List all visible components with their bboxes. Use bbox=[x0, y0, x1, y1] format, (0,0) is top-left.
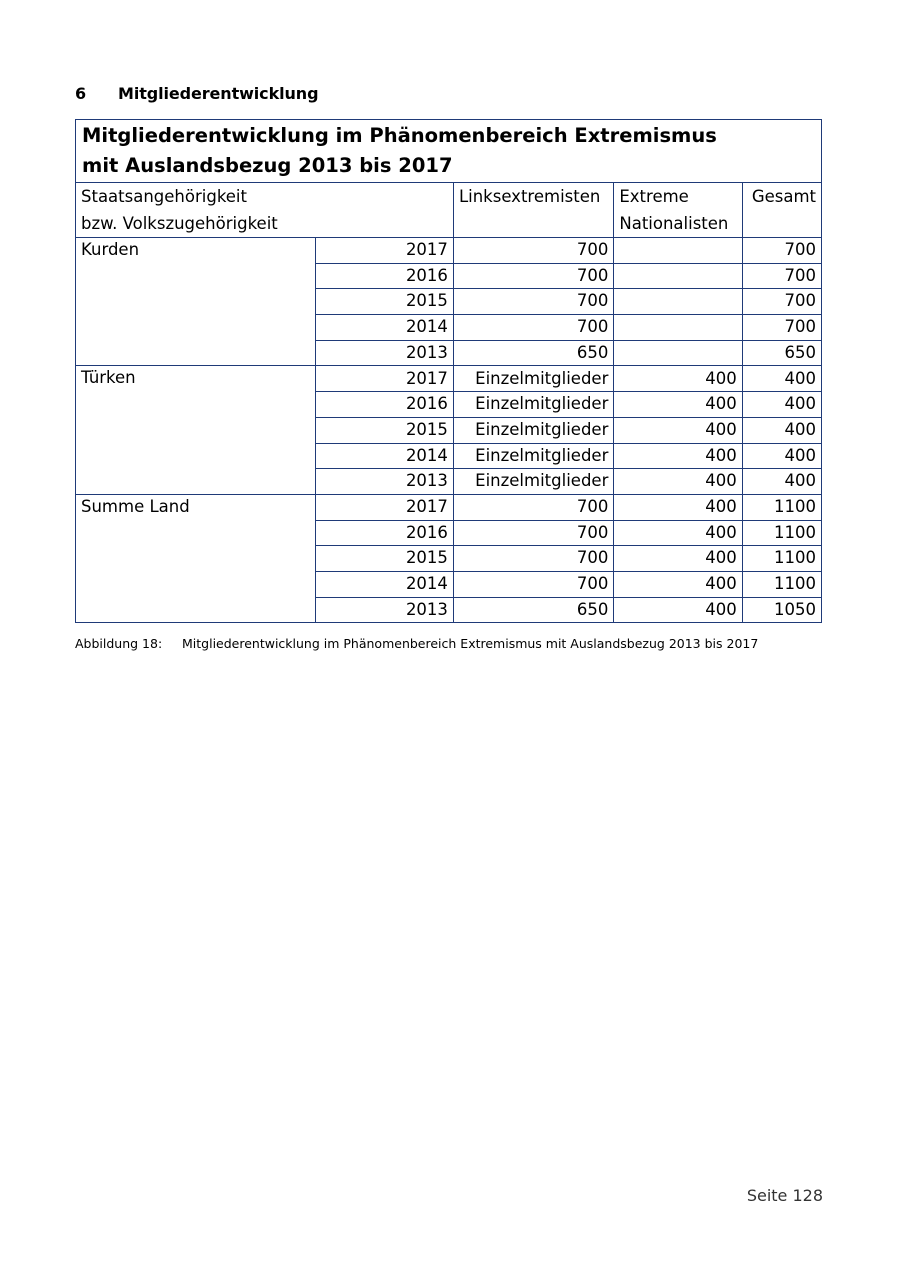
nationalists-cell: 400 bbox=[614, 443, 742, 469]
table-title-line2: mit Auslandsbezug 2013 bis 2017 bbox=[82, 154, 453, 177]
total-cell: 400 bbox=[742, 392, 821, 418]
section-title: Mitgliederentwicklung bbox=[118, 84, 319, 103]
year-cell: 2015 bbox=[316, 546, 454, 572]
nationalists-cell bbox=[614, 289, 742, 315]
total-cell: 400 bbox=[742, 366, 821, 392]
year-cell: 2016 bbox=[316, 520, 454, 546]
header-left-extremists: Linksextremisten bbox=[453, 183, 613, 238]
section-number: 6 bbox=[75, 84, 87, 103]
left-extremists-cell: Einzelmitglieder bbox=[453, 366, 613, 392]
caption-text: Mitgliederentwicklung im Phänomenbereich Extremismus mit Auslandsbezug 2013 bis 2017 bbox=[182, 636, 759, 651]
nationalists-cell: 400 bbox=[614, 571, 742, 597]
page-number: Seite 128 bbox=[746, 1186, 823, 1205]
nationalists-cell: 400 bbox=[614, 392, 742, 418]
nationalists-cell: 400 bbox=[614, 520, 742, 546]
nationalists-cell: 400 bbox=[614, 469, 742, 495]
total-cell: 400 bbox=[742, 417, 821, 443]
left-extremists-cell: 650 bbox=[453, 340, 613, 366]
left-extremists-cell: 700 bbox=[453, 520, 613, 546]
total-cell: 700 bbox=[742, 289, 821, 315]
year-cell: 2017 bbox=[316, 494, 454, 520]
left-extremists-cell: Einzelmitglieder bbox=[453, 417, 613, 443]
left-extremists-cell: 700 bbox=[453, 263, 613, 289]
year-cell: 2016 bbox=[316, 392, 454, 418]
table-header-row bbox=[76, 183, 822, 238]
nationalists-cell: 400 bbox=[614, 366, 742, 392]
total-cell: 1100 bbox=[742, 494, 821, 520]
header-nationalists-line1: Extreme bbox=[619, 187, 689, 206]
year-cell: 2017 bbox=[316, 238, 454, 264]
table-row bbox=[76, 238, 822, 264]
left-extremists-cell: 700 bbox=[453, 289, 613, 315]
total-cell: 700 bbox=[742, 238, 821, 264]
nationalists-cell: 400 bbox=[614, 417, 742, 443]
total-cell: 400 bbox=[742, 469, 821, 495]
group-name-cell: Kurden bbox=[76, 238, 316, 366]
table-title-line1: Mitgliederentwicklung im Phänomenbereich Extremismus bbox=[82, 124, 717, 147]
total-cell: 700 bbox=[742, 263, 821, 289]
nationalists-cell bbox=[614, 263, 742, 289]
table-row bbox=[76, 494, 822, 520]
total-cell: 1100 bbox=[742, 571, 821, 597]
year-cell: 2016 bbox=[316, 263, 454, 289]
year-cell: 2014 bbox=[316, 443, 454, 469]
nationalists-cell: 400 bbox=[614, 597, 742, 623]
nationalists-cell bbox=[614, 238, 742, 264]
left-extremists-cell: 700 bbox=[453, 494, 613, 520]
nationalists-cell bbox=[614, 315, 742, 341]
total-cell: 650 bbox=[742, 340, 821, 366]
membership-table bbox=[75, 119, 822, 623]
header-nationality-line1: Staatsangehörigkeit bbox=[81, 187, 247, 206]
section-heading bbox=[75, 84, 318, 103]
group-name-cell: Türken bbox=[76, 366, 316, 494]
table-row bbox=[76, 366, 822, 392]
header-nationality bbox=[76, 183, 454, 238]
year-cell: 2014 bbox=[316, 571, 454, 597]
nationalists-cell bbox=[614, 340, 742, 366]
year-cell: 2013 bbox=[316, 340, 454, 366]
total-cell: 400 bbox=[742, 443, 821, 469]
nationalists-cell: 400 bbox=[614, 494, 742, 520]
left-extremists-cell: 700 bbox=[453, 238, 613, 264]
left-extremists-cell: Einzelmitglieder bbox=[453, 443, 613, 469]
left-extremists-cell: 700 bbox=[453, 571, 613, 597]
header-extreme-nationalists bbox=[614, 183, 742, 238]
left-extremists-cell: 650 bbox=[453, 597, 613, 623]
table-title bbox=[76, 120, 822, 183]
year-cell: 2015 bbox=[316, 289, 454, 315]
year-cell: 2017 bbox=[316, 366, 454, 392]
header-nationality-line2: bzw. Volkszugehörigkeit bbox=[81, 214, 278, 233]
left-extremists-cell: 700 bbox=[453, 315, 613, 341]
left-extremists-cell: 700 bbox=[453, 546, 613, 572]
header-total: Gesamt bbox=[742, 183, 821, 238]
caption-label: Abbildung 18: bbox=[75, 636, 163, 651]
total-cell: 1100 bbox=[742, 520, 821, 546]
total-cell: 1100 bbox=[742, 546, 821, 572]
header-nationalists-line2: Nationalisten bbox=[619, 214, 729, 233]
figure-caption bbox=[75, 636, 758, 651]
nationalists-cell: 400 bbox=[614, 546, 742, 572]
total-cell: 1050 bbox=[742, 597, 821, 623]
year-cell: 2014 bbox=[316, 315, 454, 341]
total-cell: 700 bbox=[742, 315, 821, 341]
left-extremists-cell: Einzelmitglieder bbox=[453, 469, 613, 495]
year-cell: 2013 bbox=[316, 469, 454, 495]
year-cell: 2013 bbox=[316, 597, 454, 623]
year-cell: 2015 bbox=[316, 417, 454, 443]
left-extremists-cell: Einzelmitglieder bbox=[453, 392, 613, 418]
table-title-row bbox=[76, 120, 822, 183]
group-name-cell: Summe Land bbox=[76, 494, 316, 622]
